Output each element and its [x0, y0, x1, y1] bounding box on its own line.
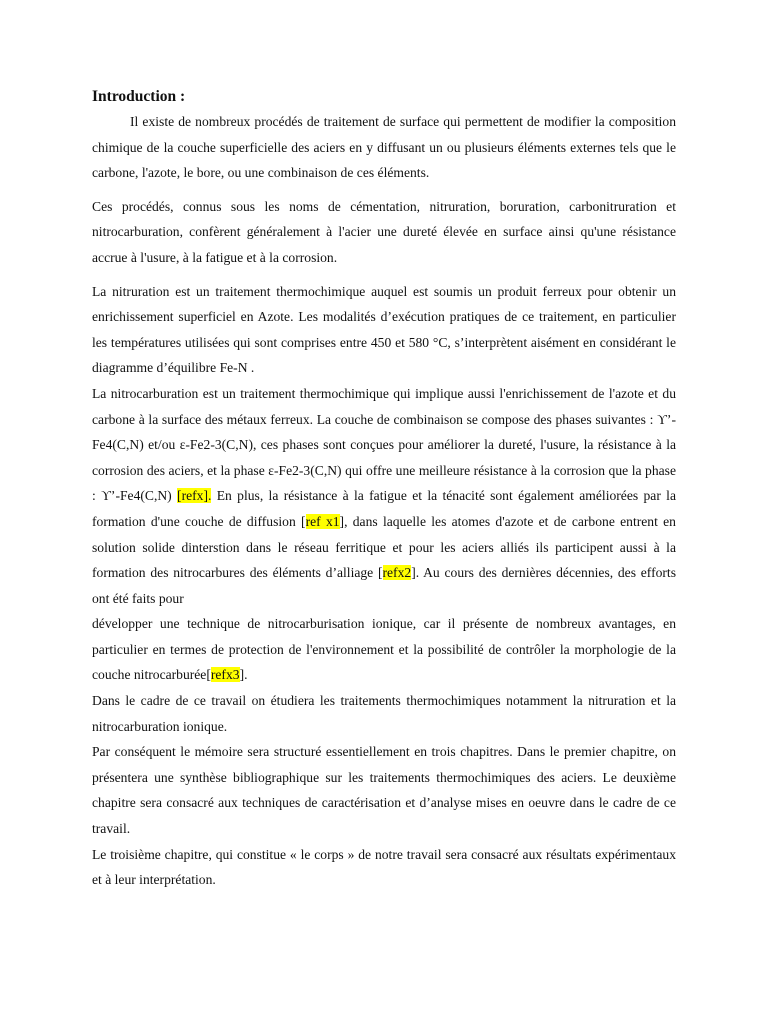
text-segment: développer une technique de nitrocarburisation ionique, car il présente de nombreux avantages, en particulier en termes de protection de l'environnement et la possibilité de contrôler la morphologie de la couche nitrocarburée[	[92, 616, 676, 683]
paragraph-nitruration: La nitruration est un traitement thermochimique auquel est soumis un produit ferreux pour obtenir un enrichissement superficiel en Azote. Les modalités d’exécution pratiques de ce traitement, en particulier les températures utilisées qui sont comprises entre 450 et 580 °C, s’interprètent aisément en considérant le diagramme d’équilibre Fe-N .	[92, 283, 676, 376]
text-segment: ]. Au cours des dernières décennies, des efforts ont été faits pour	[92, 565, 676, 606]
paragraph-troisieme-chapitre: Le troisième chapitre, qui constitue « le corps » de notre travail sera consacré aux résultats expérimentaux et à leur interprétation.	[92, 846, 676, 888]
text-segment: La nitrocarburation est un traitement thermochimique qui implique aussi l'enrichissement de l'azote et du carbone à la surface des métaux ferreux. La couche de combinaison se compose des phases suivantes : ϒ’-Fe4(C,N) et/ou ε-Fe2-3(C,N), ces phases sont conçues pour améliorer la dureté, l'usure, la résistance à la corrosion des aciers, et la phase ε-Fe2-3(C,N) qui offre une meilleure résistance à la corrosion que la phase : ϒ’-Fe4(C,N)	[92, 385, 676, 504]
document-body	[92, 86, 676, 893]
paragraph-procedes: Ces procédés, connus sous les noms de cémentation, nitruration, boruration, carbonitruration et nitrocarburation, confèrent généralement à l'acier une dureté élevée en surface ainsi qu'une résistance accrue à l'usure, à la fatigue et à la corrosion.	[92, 198, 676, 265]
text-segment: ].	[239, 667, 248, 683]
paragraph-structure-memoire: Par conséquent le mémoire sera structuré essentiellement en trois chapitres. Dans le premier chapitre, on présentera une synthèse bibliographique sur les traitements thermochimiques des aciers. Le deuxième chapitre sera consacré aux techniques de caractérisation et d’analyse mises en oeuvre dans le cadre de ce travail.	[92, 744, 676, 837]
paragraph-cadre-travail: Dans le cadre de ce travail on étudiera les traitements thermochimiques notamment la nitruration et la nitrocarburation ionique.	[92, 693, 676, 734]
text-segment: En plus, la résistance à la fatigue et la ténacité sont également améliorées par la formation d'une couche de diffusion [	[92, 488, 676, 529]
paragraph-nitrocarburisation-ionique	[92, 611, 676, 688]
section-heading: Introduction :	[92, 88, 186, 105]
reference-highlight: [refx].	[177, 488, 212, 504]
reference-highlight: refx2	[382, 565, 412, 581]
text-segment: ], dans laquelle les atomes d'azote et de carbone entrent en solution solide dinterstion dans le réseau ferritique et pour les aciers alliés ils participent aussi à la formation des nitrocarbures des éléments d’alliage [	[92, 513, 676, 581]
reference-highlight: ref x1	[305, 513, 340, 529]
reference-highlight: refx3	[210, 667, 240, 683]
paragraph-intro: Il existe de nombreux procédés de traitement de surface qui permettent de modifier la composition chimique de la couche superficielle des aciers en y diffusant un ou plusieurs éléments externes tels que le carbone, l'azote, le bore, ou une combinaison de ces éléments.	[92, 114, 676, 181]
paragraph-nitrocarburation	[92, 381, 676, 611]
